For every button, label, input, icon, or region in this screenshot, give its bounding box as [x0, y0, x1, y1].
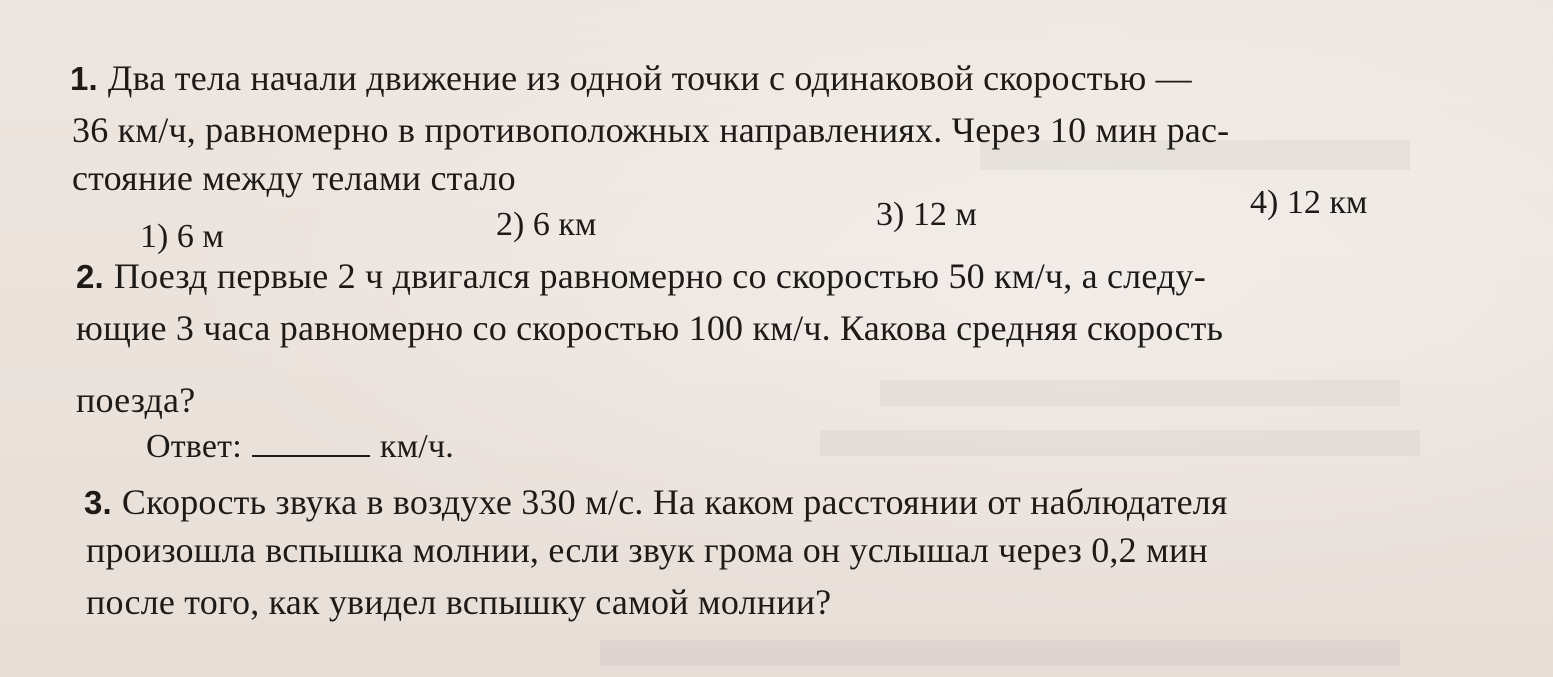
problem-2-text: Поезд первые 2 ч двигался равномерно со скоростью 50 км/ч, а следу- — [113, 256, 1206, 296]
problem-2-answer — [146, 430, 454, 464]
problem-2-line-2 — [76, 310, 1223, 346]
problem-2-text: ющие 3 часа равномерно со скоростью 100 км/ч. Какова средняя скорость — [76, 308, 1224, 348]
problem-3-line-3 — [86, 584, 831, 620]
problem-2-line-1 — [76, 258, 1206, 294]
problem-2-number: 2. — [76, 258, 104, 295]
answer-label: Ответ: — [146, 428, 242, 465]
bleed-through-shadow — [600, 640, 1400, 666]
problem-3-text: Скорость звука в воздухе 330 м/с. На каком расстоянии от наблюдателя — [121, 482, 1228, 522]
problem-1-text: стояние между телами стало — [72, 158, 516, 198]
problem-3-number: 3. — [84, 484, 112, 521]
problem-1-text: Два тела начали движение из одной точки с одинаковой скоростью — — [107, 58, 1192, 98]
problem-1-option-2: 2) 6 км — [496, 206, 597, 243]
problem-1-option-4: 4) 12 км — [1250, 184, 1368, 221]
problem-1-line-3 — [72, 160, 516, 196]
problem-1-line-2 — [72, 112, 1229, 148]
bleed-through-shadow — [880, 380, 1400, 406]
bleed-through-shadow — [820, 430, 1420, 456]
problem-1-line-1 — [70, 60, 1192, 96]
problem-1-option-3: 3) 12 м — [876, 196, 977, 233]
problem-1-number: 1. — [70, 60, 98, 97]
problem-2-line-3 — [76, 382, 195, 418]
problem-1-text: 36 км/ч, равномерно в противоположных направлениях. Через 10 мин рас- — [72, 110, 1230, 150]
problem-3-line-1 — [84, 484, 1228, 520]
answer-unit: км/ч. — [379, 428, 454, 465]
problem-3-line-2 — [86, 532, 1208, 568]
problem-3-text: произошла вспышка молнии, если звук грома он услышал через 0,2 мин — [86, 530, 1208, 570]
problem-2-text: поезда? — [76, 380, 196, 420]
problem-3-text: после того, как увидел вспышку самой молнии? — [86, 582, 832, 622]
problem-1-option-1: 1) 6 м — [140, 218, 224, 255]
answer-blank[interactable] — [252, 435, 370, 457]
